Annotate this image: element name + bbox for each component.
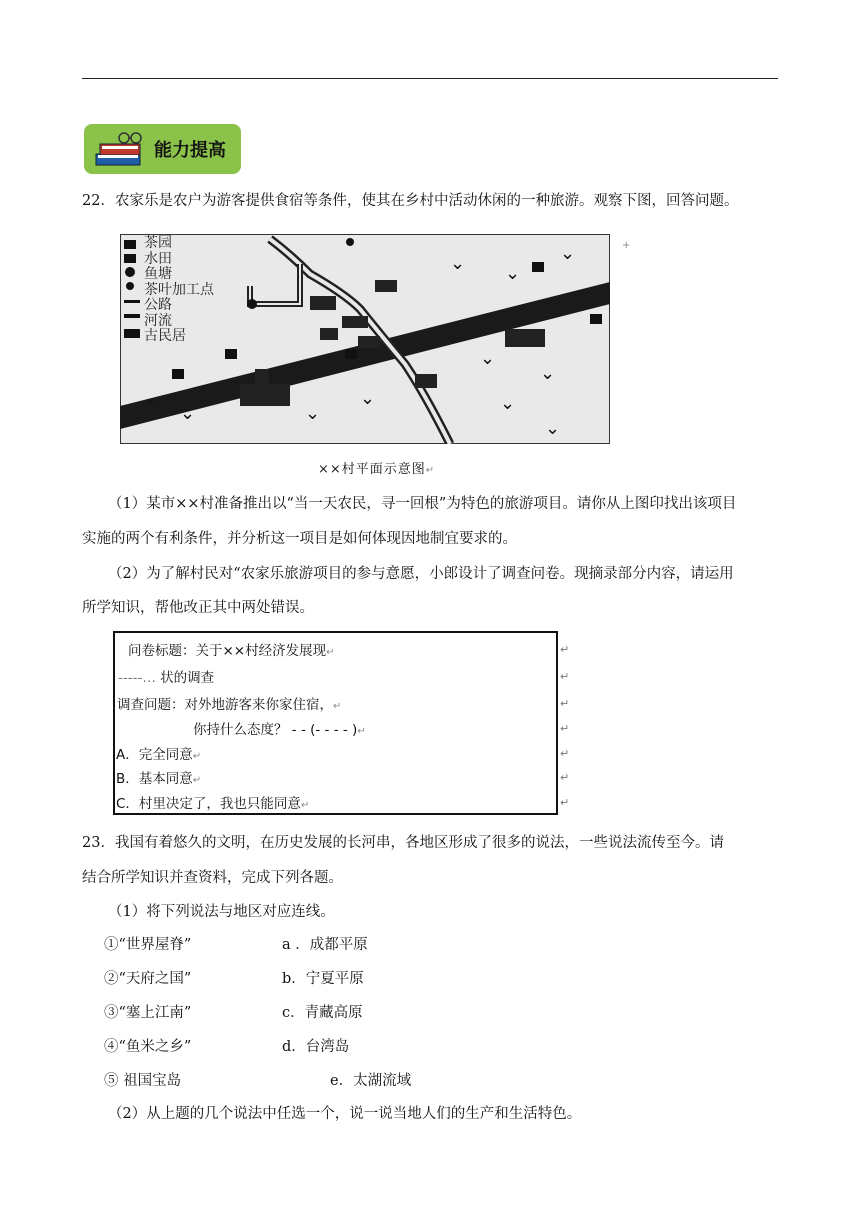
questionnaire-question: 调查问题：对外地游客来你家住宿，↵	[117, 697, 342, 713]
legend-paddy-field: 水田	[144, 250, 172, 267]
saying-4: ④“鱼米之乡”	[104, 1039, 192, 1055]
legend-tea-garden: 茶园	[144, 235, 172, 251]
return-mark: ↵	[560, 747, 570, 760]
option-b: B．基本同意↵	[116, 771, 202, 787]
q22-sub2-line2: 所学知识，帮他改正其中两处错误。	[82, 600, 314, 616]
return-mark: ↵	[560, 670, 570, 683]
q22-sub1-line2: 实施的两个有利条件，并分析这一项目是如何体现因地制宜要求的。	[82, 531, 517, 547]
q23-sub1: （1）将下列说法与地区对应连线。	[108, 904, 335, 920]
svg-text:⌄: ⌄	[540, 363, 556, 384]
svg-text:⌄: ⌄	[142, 388, 158, 409]
legend-fish-pond: 鱼塘	[144, 266, 172, 282]
books-icon	[94, 130, 144, 168]
section-banner	[84, 124, 241, 174]
svg-text:⌄: ⌄	[505, 263, 521, 284]
questionnaire-title-cont: -----… 状的调查	[118, 670, 215, 686]
svg-text:⌄: ⌄	[180, 403, 196, 424]
legend-old-dwelling: 古民居	[144, 328, 186, 344]
svg-text:⌄: ⌄	[450, 253, 466, 274]
legend-road: 公路	[144, 297, 172, 313]
q23-stem-line1: 23．我国有着悠久的文明，在历史发展的长河串，各地区形成了很多的说法，一些说法流传至今。请	[82, 835, 724, 851]
q23-sub2: （2）从上题的几个说法中任选一个，说一说当地人们的生产和生活特色。	[108, 1106, 582, 1122]
svg-text:⌄: ⌄	[360, 388, 376, 409]
saying-2: ②“天府之国”	[104, 971, 192, 987]
saying-3: ③“塞上江南”	[104, 1005, 192, 1021]
region-d: d．台湾岛	[282, 1039, 350, 1055]
option-c: C．村里决定了，我也只能同意↵	[116, 796, 310, 812]
legend-tea-processing: 茶叶加工点	[144, 281, 214, 298]
questionnaire-question-cont: 你持什么态度？ - - (- - - - )↵	[193, 722, 366, 738]
region-b: b．宁夏平原	[282, 971, 364, 987]
q22-sub1-line1: （1）某市××村准备推出以“当一天农民，寻一回根”为特色的旅游项目。请你从上图印找出该项目	[108, 496, 737, 512]
map-caption: ××村平面示意图↵	[318, 462, 436, 477]
q22-sub2-line1: （2）为了解村民对“农家乐旅游项目的参与意愿，小郎设计了调查问卷。现摘录部分内容，请运用	[108, 566, 734, 582]
return-mark: ↵	[560, 643, 570, 656]
region-a: a ．成都平原	[282, 937, 368, 953]
svg-text:⌄: ⌄	[480, 348, 496, 369]
legend-river: 河流	[144, 312, 172, 329]
section-title: 能力提高	[154, 140, 226, 161]
return-mark: ↵	[560, 722, 570, 735]
questionnaire-title: 问卷标题：关于××村经济发展现↵	[128, 643, 335, 659]
saying-1: ①“世界屋脊”	[104, 937, 192, 953]
region-e: e．太湖流域	[330, 1073, 412, 1089]
svg-text:⌄: ⌄	[500, 393, 516, 414]
svg-text:⌄: ⌄	[305, 403, 321, 424]
region-c: c．青藏高原	[282, 1005, 363, 1021]
svg-text:⌄: ⌄	[545, 418, 561, 439]
q22-stem: 22．农家乐是农户为游客提供食宿等条件，使其在乡村中活动休闲的一种旅游。观察下图，回答问题。	[82, 193, 739, 209]
header-rule	[82, 78, 778, 79]
return-mark: ↵	[560, 771, 570, 784]
q23-stem-line2: 结合所学知识并查资料，完成下列各题。	[82, 870, 343, 886]
stray-mark: +	[622, 240, 631, 251]
option-a: A．完全同意↵	[116, 747, 202, 763]
return-mark: ↵	[560, 796, 570, 809]
saying-5: ⑤ 祖国宝岛	[104, 1073, 182, 1089]
return-mark: ↵	[560, 697, 570, 710]
svg-text:⌄: ⌄	[560, 243, 576, 264]
map-legend	[144, 236, 214, 345]
